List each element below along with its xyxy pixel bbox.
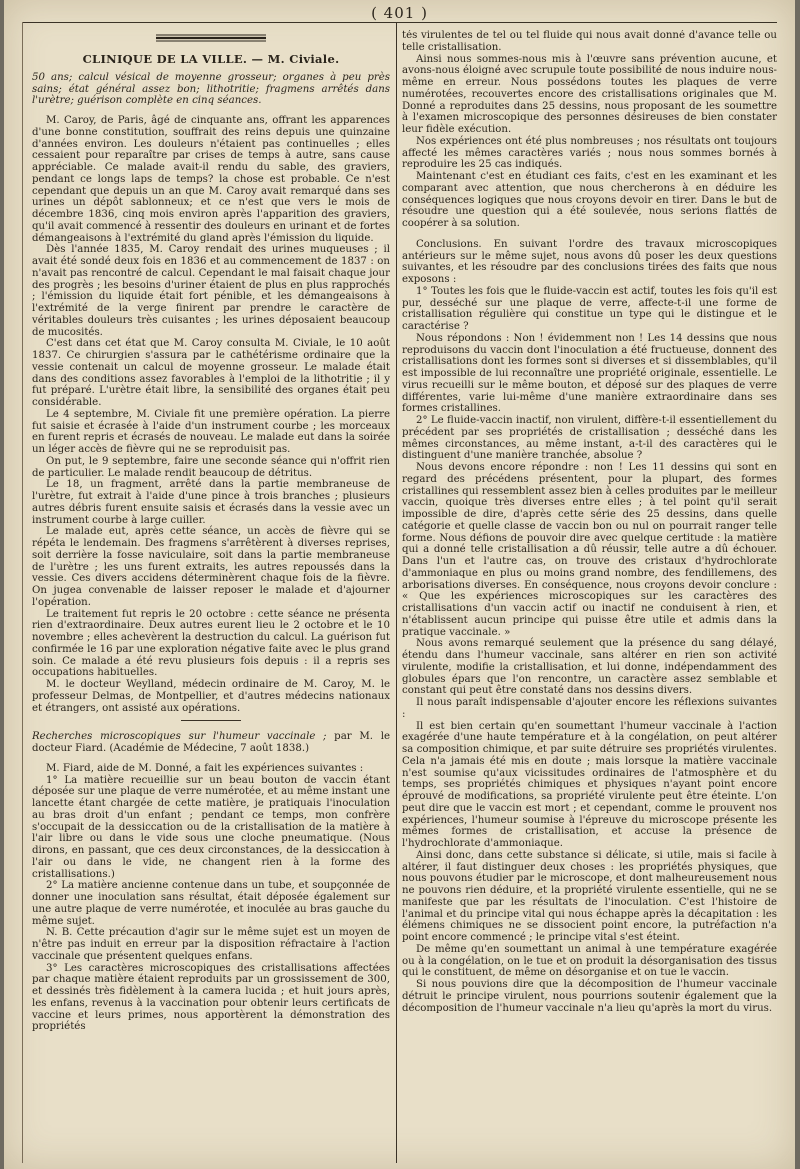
body-paragraph: Si nous pouvions dire que la décomposition de l'humeur vaccinale détruit le principe virulent, nous pourrions soutenir également que la décomposition de l'humeur vaccinale n'a lieu qu'après la mort du virus. bbox=[402, 979, 777, 1014]
body-paragraph: tés virulentes de tel ou tel fluide qui nous avait donné d'avance telle ou telle cristallisation. bbox=[402, 30, 777, 53]
right-column bbox=[402, 30, 777, 1165]
body-paragraph: Maintenant c'est en étudiant ces faits, c'est en les examinant et les comparant avec attention, que nous chercherons à en déduire les conséquences logiques que nous croyons devoir en tirer. Dans le but de résoudre une question qui a été soulevée, nous serions flattés de coopérer à sa solution. bbox=[402, 171, 777, 229]
body-paragraph: Nous répondons : Non ! évidemment non ! Les 14 dessins que nous reproduisons du vaccin dont l'inoculation a été fructueuse, donnent des cristallisations dont les formes sont si diverses et si dissemblables, qu'il est impossible de lui reconnaître une propriété originale, essentielle. Le virus recueilli sur le même bouton, et déposé sur des plaques de verre différentes, varie lui-même d'une manière extraordinaire dans ses formes cristallines. bbox=[402, 332, 777, 415]
case-paragraph: M. Caroy, de Paris, âgé de cinquante ans, offrant les apparences d'une bonne constitution, souffrait des reins depuis une quinzaine d'années environ. Les douleurs n'étaient pas continuelles ; elles cessaient pour reparaître par crises de temps à autre, sans cause appréciable. Ce malade avait-il rendu du sable, des graviers, pendant ce longs laps de temps? la chose est probable. Ce n'est cependant que depuis un an que M. Caroy avait remarqué dans ses urines un dépôt sablonneux; et ce n'est que vers le mois de décembre 1836, cinq mois environ après l'apparition des graviers, qu'il avait commencé à ressentir des douleurs en urinant et de fortes démangeaisons à l'extrémité du gland après l'émission du liquide. bbox=[32, 115, 390, 244]
body-paragraph: De même qu'en soumettant un animal à une température exagérée ou à la congélation, on le tue et on produit la désorganisation des tissus qui le constituent, de même on désorganise et on tue le vaccin. bbox=[402, 943, 777, 979]
research-paragraph: M. Fiard, aide de M. Donné, a fait les expériences suivantes : bbox=[46, 762, 364, 774]
body-paragraph: Nos expériences ont été plus nombreuses ; nos résultats ont toujours affecté les mêmes caractères variés ; nous nous sommes bornés à reproduire les 25 cas indiqués. bbox=[402, 135, 777, 171]
body-paragraph: Nous devons encore répondre : non ! Les 11 dessins qui sont en regard des précédens présentent, pour la plupart, des formes cristallines qui ressemblent assez bien à celles produites par le meilleur vaccin, quoique très diverses entre elles ; à tel point qu'il serait impossible de dire, d'après cette série des 25 dessins, dans quelle catégorie et quelle classe de vaccin bon ou nul on pourrait ranger telle forme. Nous défions de pouvoir dire avec quelque certitude : la matière qui a donné telle cristallisation a dû réussir, telle autre a dû échouer. Dans l'un et l'autre cas, on trouve des cristaux d'hydrochlorate d'ammoniaque en plus ou moins grand nombre, des fendillemens, des arborisations diverses. En conséquence, nous croyons devoir conclure : « Que les expériences microscopiques sur les caractères des cristallisations d'un vaccin actif ou inactif ne conduisent à rien, et n'établissent aucun principe qui puisse être utile et admis dans la pratique vaccinale. » bbox=[402, 462, 777, 638]
body-paragraph: Il est bien certain qu'en soumettant l'humeur vaccinale à l'action exagérée d'une haute température et à la congélation, on peut altérer sa composition chimique, et par suite détruire ses propriétés virulentes. Cela n'a jamais été mis en doute ; mais lorsque la matière vaccinale n'est soumise qu'aux vicissitudes ordinaires de l'atmosphère et du temps, ses propriétés chimiques et physiques n'ayant point encore éprouvé de modifications, sa propriété virulente peut être éteinte. L'on peut dire que le vaccin est mort ; et cependant, comme le prouvent nos expériences, l'humeur soumise à l'épreuve du microscope présente les mêmes formes de cristallisation, et accuse la présence de l'hydrochlorate d'ammoniaque. bbox=[402, 720, 777, 849]
body-paragraph: Nous avons remarqué seulement que la présence du sang délayé, étendu dans l'humeur vaccinale, sans altérer en rien son activité virulente, modifie la cristallisation, et lui donne, indépendamment des globules épars que l'on rencontre, un caractère assez semblable et constant qui peut être constaté dans nos dessins divers. bbox=[402, 638, 777, 697]
section-separator bbox=[181, 720, 241, 721]
case-paragraph: C'est dans cet état que M. Caroy consulta M. Civiale, le 10 août 1837. Ce chirurgien s'assura par le cathétérisme ordinaire que la vessie contenait un calcul de moyenne grosseur. Le malade était dans des conditions assez favorables à l'emploi de la lithotritie ; il y fut préparé. L'urètre était libre, la sensibilité des organes était peu considérable. bbox=[32, 338, 390, 408]
page-number: ( 401 ) bbox=[371, 4, 428, 22]
left-border-rule bbox=[22, 22, 23, 1163]
case-paragraph: Le 18, un fragment, arrêté dans la partie membraneuse de l'urètre, fut extrait à l'aide d'une pince à trois branches ; plusieurs autres débris furent ensuite saisis et écrasés dans la vessie avec un instrument courbe à large cuiller. bbox=[32, 479, 390, 526]
body-paragraph: 1° Toutes les fois que le fluide-vaccin est actif, toutes les fois qu'il est pur, desséché sur une plaque de verre, affecte-t-il une forme de cristallisation régulière qui constitue un type qui le distingue et le caractérise ? bbox=[402, 285, 777, 332]
body-paragraph: 2° Le fluide-vaccin inactif, non virulent, diffère-t-il essentiellement du précédent par ses propriétés de cristallisation ; desséché dans les mêmes circonstances, au même instant, a-t-il des caractères qui le distinguent d'une manière tranchée, absolue ? bbox=[402, 415, 777, 462]
body-paragraph: Il nous paraît indispensable d'ajouter encore les réflexions suivantes : bbox=[402, 697, 777, 720]
case-paragraph: Le traitement fut repris le 20 octobre : cette séance ne présenta rien d'extraordinaire. Deux autres eurent lieu le 2 octobre et le 10 novembre ; elles achevèrent la destruction du calcul. La guérison fut confirmée le 16 par une exploration négative faite avec le plus grand soin. Ce malade a été revu plusieurs fois depuis : il a repris ses occupations habituelles. bbox=[32, 608, 390, 679]
column-divider bbox=[396, 22, 397, 1163]
case-paragraph: On put, le 9 septembre, faire une seconde séance qui n'offrit rien de particulier. Le malade rendit beaucoup de détritus. bbox=[32, 455, 390, 479]
research-heading bbox=[32, 731, 390, 755]
newspaper-page bbox=[4, 0, 795, 1169]
research-byline: par M. le docteur Fiard. (Académie de Médecine, 7 août 1838.) bbox=[32, 731, 390, 754]
research-paragraph: 1° La matière recueillie sur un beau bouton de vaccin étant déposée sur une plaque de verre numérotée, et au même instant une lancette étant chargée de cette matière, je pratiquais l'inoculation au bras droit d'un enfant ; pendant ce temps, mon confrère s'occupait de la dessiccation ou de la cristallisation de la matière à l'air libre ou dans le vide sous une cloche pneumatique. (Nous dirons, en passant, que ces deux circonstances, de la dessiccation à l'air ou dans le vide, ne changent rien à la forme des cristallisations.) bbox=[32, 774, 390, 880]
research-paragraph: 2° La matière ancienne contenue dans un tube, et soupçonnée de donner une inoculation sans résultat, était déposée également sur une autre plaque de verre numérotée, et inoculée au bras gauche du même sujet. bbox=[32, 880, 390, 927]
case-paragraph: Le malade eut, après cette séance, un accès de fièvre qui se répéta le lendemain. Des fragmens s'arrêtèrent à diverses reprises, soit derrière la fosse naviculaire, soit dans la partie membraneuse de l'urètre ; les uns furent extraits, les autres repoussés dans la vessie. Ces divers accidens déterminèrent chaque fois de la fièvre. On jugea convenable de laisser reposer le malade et d'ajourner l'opération. bbox=[32, 526, 390, 608]
research-title: Recherches microscopiques sur l'humeur vaccinale ; bbox=[32, 731, 327, 743]
body-paragraph: Ainsi donc, dans cette substance si délicate, si utile, mais si facile à altérer, il faut distinguer deux choses : les propriétés physiques, que nous pouvons étudier par le microscope, et dont malheureusement nous ne pouvons rien déduire, et la propriété virulente essentielle, qui ne se manifeste que par les résultats de l'inoculation. C'est l'histoire de l'animal et du principe vital qui nous échappe après la décapitation : les élémens chimiques ne se dissocient point encore, la putréfaction n'a point encore commencé ; le principe vital s'est éteint. bbox=[402, 849, 777, 943]
research-paragraph: 3° Les caractères microscopiques des cristallisations affectées par chaque matière étaient reproduits par un grossissement de 300, et dessinés très fidèlement à la camera lucida ; et huit jours après, les enfans, revenus à la vaccination pour obtenir leurs certificats de vaccine et leurs primes, nous apportèrent la démonstration des propriétés bbox=[32, 962, 390, 1033]
body-paragraph: Ainsi nous sommes-nous mis à l'œuvre sans prévention aucune, et avons-nous éloigné avec scrupule toute possibilité de nous induire nous-même en erreur. Nous possédons toutes les plaques de verre numérotées, recouvertes encore des cristallisations originales que M. Donné a reproduites dans 25 dessins, nous proposant de les soumettre à l'examen microscopique des personnes désireuses de bien constater leur fidèle exécution. bbox=[402, 53, 777, 135]
research-paragraph: N. B. Cette précaution d'agir sur le même sujet est un moyen de n'être pas induit en erreur par la disposition réfractaire à l'action vaccinale que présentent quelques enfans. bbox=[32, 927, 390, 962]
clinic-section-title: CLINIQUE DE LA VILLE. — M. Civiale. bbox=[82, 52, 340, 66]
conclusions-paragraph: Conclusions. En suivant l'ordre des travaux microscopiques antérieurs sur le même sujet, nous avons dû poser les deux questions suivantes, et les résoudre par des conclusions tirées des faits que nous exposons : bbox=[402, 238, 777, 285]
left-column bbox=[32, 30, 390, 1165]
case-paragraph: Dès l'année 1835, M. Caroy rendait des urines muqueuses ; il avait été sondé deux fois en 1836 et au commencement de 1837 : on n'avait pas rencontré de calcul. Cependant le mal faisait chaque jour des progrès ; les besoins d'uriner étaient de plus en plus rapprochés ; l'émission du liquide était fort pénible, et les démangeaisons à l'extrémité de la verge finirent par prendre le caractère de véritables douleurs très cuisantes ; les urines déposaient beaucoup de mucosités. bbox=[32, 244, 390, 338]
ornament-rule-icon bbox=[151, 30, 271, 48]
case-paragraph: M. le docteur Weylland, médecin ordinaire de M. Caroy, M. le professeur Delmas, de Montpellier, et d'autres médecins nationaux et étrangers, ont assisté aux opérations. bbox=[32, 679, 390, 714]
case-summary: 50 ans; calcul vésical de moyenne grosseur; organes à peu près sains; état général assez bon; lithotritie; fragmens arrêtés dans l'urètre; guérison complète en cinq séances. bbox=[32, 71, 390, 107]
paragraph-gap bbox=[402, 230, 777, 239]
case-paragraph: Le 4 septembre, M. Civiale fit une première opération. La pierre fut saisie et écrasée à l'aide d'un instrument courbe ; les morceaux en furent repris et écrasés de nouveau. Le malade eut dans la soirée un léger accès de fièvre qui ne se reproduisit pas. bbox=[32, 408, 390, 455]
header-rule bbox=[22, 22, 777, 23]
